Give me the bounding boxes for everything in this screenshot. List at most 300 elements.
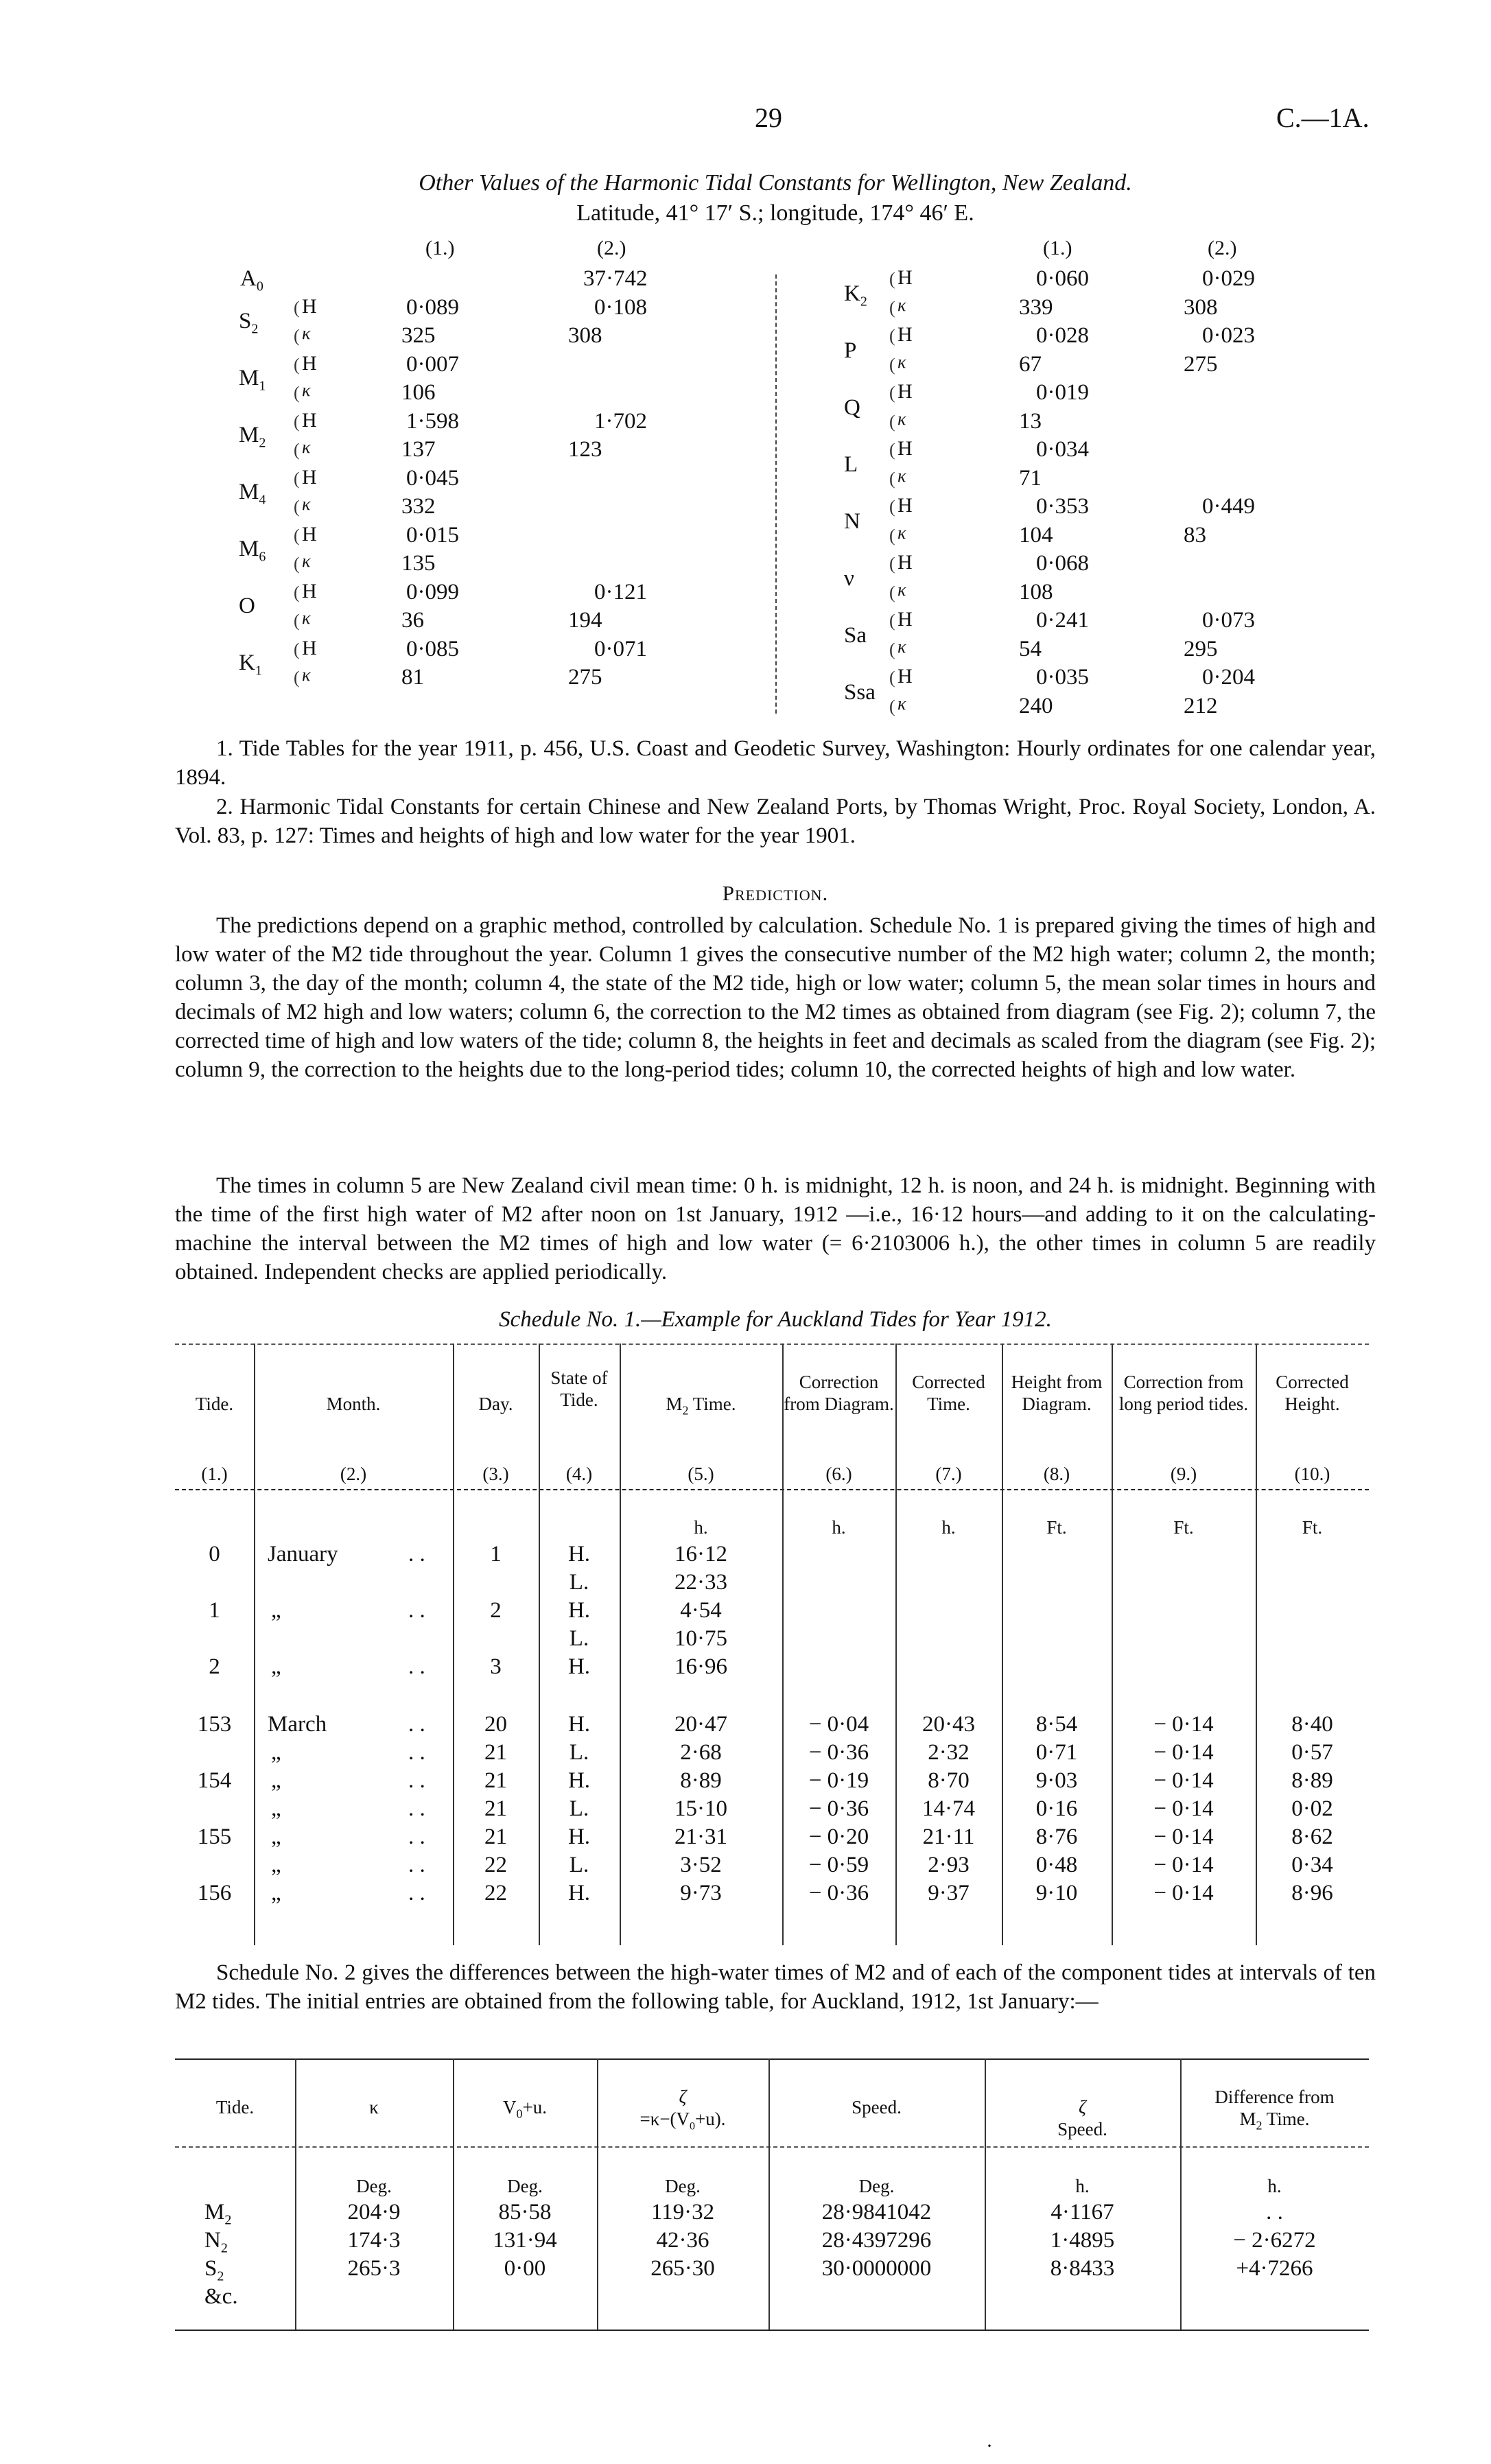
month-cell: „	[271, 1824, 281, 1849]
dot-leader: . .	[408, 1542, 425, 1567]
h-value-1: 0·089	[406, 294, 459, 320]
brace: (	[889, 639, 895, 659]
kappa-value-1: 71	[1019, 465, 1042, 491]
schedule1-cell: 21·11	[922, 1824, 975, 1849]
kappa-symbol: κ	[897, 693, 906, 714]
table2-bottom-rule	[175, 2330, 1369, 2331]
brace: (	[294, 668, 300, 688]
tide-label-right: P	[844, 338, 857, 363]
brace: (	[294, 525, 300, 545]
schedule1-cell: L.	[569, 1570, 589, 1595]
table2-unit: Deg.	[858, 2176, 895, 2196]
h-value-1: 0·045	[406, 465, 459, 491]
schedule1-cell: 9·10	[1035, 1881, 1078, 1905]
h-value-2: 0·073	[1202, 608, 1255, 633]
table2-cell: 119·32	[650, 2200, 715, 2225]
kappa-value-1: 339	[1019, 294, 1053, 320]
schedule1-cell: H.	[567, 1542, 591, 1567]
table2-cell: 174·3	[347, 2228, 401, 2253]
h-value-1: 0·085	[406, 636, 459, 661]
brace: (	[889, 611, 895, 631]
schedule1-cell: 4·54	[680, 1598, 722, 1623]
schedule1-cell: 8·62	[1291, 1824, 1333, 1849]
tide-label-left: O	[239, 593, 255, 618]
schedule1-col-number: (6.)	[825, 1464, 852, 1484]
dot-leader: . .	[408, 1853, 425, 1877]
brace: (	[294, 468, 300, 489]
table2-header: Tide.	[215, 2097, 255, 2117]
tide-label-right: Ssa	[844, 680, 876, 705]
kappa-value-1: 104	[1019, 522, 1053, 548]
month-cell: „	[271, 1768, 281, 1793]
table2-header: ζ $=\kappa-(V_0+u)$.	[639, 2087, 726, 2133]
kappa-symbol: κ	[897, 408, 906, 429]
kappa-value-2: 275	[568, 665, 602, 690]
schedule1-cell: − 0·20	[808, 1824, 869, 1849]
table2-header: $V_0+u$.	[503, 2097, 547, 2121]
month-cell: „	[271, 1796, 281, 1821]
schedule1-cell: 22	[484, 1853, 507, 1877]
brace: (	[889, 326, 895, 346]
kappa-symbol: κ	[302, 380, 311, 400]
schedule1-col-number: (10.)	[1294, 1464, 1330, 1484]
schedule1-cell: 0·57	[1291, 1740, 1333, 1765]
h-value-2: 0·023	[1202, 323, 1255, 348]
kappa-value-1: 36	[401, 608, 424, 633]
table2-head-rule	[175, 2146, 1369, 2148]
table2-cell: − 2·6272	[1233, 2228, 1316, 2253]
schedule1-cell: 154	[197, 1768, 232, 1793]
kappa-value-1: 81	[401, 665, 424, 690]
dot-leader: . .	[408, 1824, 425, 1849]
schedule1-cell: 0·48	[1035, 1853, 1078, 1877]
schedule1-cell: 16·96	[674, 1654, 727, 1679]
schedule1-cell: 0·16	[1035, 1796, 1078, 1821]
prediction-paragraph-2: The times in column 5 are New Zealand civil mean time: 0 h. is midnight, 12 h. is noon, and 24 h. is midnight. Beginning with the time of the first high water of M2 after noon on 1st January, 1912 —i.e., 16·12 hours—and adding to it on the calculating-machine the interval between the M2 times of high and low water (= 6·2103006 h.), the other times in column 5 are readily obtained. Independent checks are applied periodically.	[175, 1173, 1376, 1284]
schedule1-cell: 10·75	[674, 1626, 727, 1651]
tide-label-left: $M_4$	[239, 479, 266, 508]
month-cell: January	[268, 1542, 338, 1567]
table2-cell: 131·94	[493, 2228, 557, 2253]
kappa-value-1: 108	[1019, 579, 1053, 605]
h-symbol: H	[897, 380, 913, 403]
schedule1-cell: 8·89	[1291, 1768, 1333, 1793]
dot-leader: . .	[408, 1654, 425, 1679]
schedule1-cell: 156	[197, 1881, 232, 1905]
schedule1-cell: 9·37	[928, 1881, 970, 1905]
tide-label-left: $M_2$	[239, 422, 266, 451]
schedule1-cell: L.	[569, 1626, 589, 1651]
kappa-value-1: 325	[401, 323, 436, 348]
kappa-value-2: 123	[568, 437, 602, 462]
tide-label-right: Q	[844, 395, 860, 420]
tide-label-left: $K_1$	[239, 650, 262, 679]
brace: (	[889, 383, 895, 403]
h-value-2: 0·071	[594, 636, 647, 661]
schedule1-cell: − 0·04	[808, 1712, 869, 1737]
col-head-1-left: (1.)	[425, 237, 455, 259]
schedule1-unit: h.	[694, 1517, 708, 1538]
h-value-2: 0·029	[1202, 266, 1255, 291]
tide-label-right: N	[844, 509, 860, 534]
brace: (	[889, 696, 895, 716]
h-symbol: H	[302, 294, 317, 318]
tide-label-left: $M_6$	[239, 536, 266, 565]
table2-cell: 204·9	[347, 2200, 401, 2225]
schedule1-unit: Ft.	[1302, 1517, 1323, 1538]
schedule1-header: Corrected Time.	[912, 1372, 985, 1414]
brace: (	[889, 440, 895, 460]
h-symbol: H	[302, 579, 317, 602]
schedule1-cell: − 0·19	[808, 1768, 869, 1793]
table2-cell: 0·00	[504, 2256, 546, 2281]
brace: (	[889, 525, 895, 545]
schedule1-cell: 20·43	[922, 1712, 975, 1737]
kappa-symbol: κ	[897, 351, 906, 372]
schedule1-col-number: (7.)	[935, 1464, 962, 1484]
table2-tide-label: $S_2$	[204, 2256, 224, 2284]
schedule1-cell: − 0·14	[1153, 1740, 1214, 1765]
schedule1-cell: L.	[569, 1796, 589, 1821]
kappa-symbol: κ	[897, 579, 906, 600]
schedule1-cell: − 0·36	[808, 1796, 869, 1821]
schedule1-cell: 16·12	[674, 1542, 727, 1567]
col-head-2-left: (2.)	[597, 237, 626, 259]
kappa-value-1: 332	[401, 494, 436, 519]
brace: (	[294, 354, 300, 375]
kappa-symbol: κ	[302, 665, 311, 685]
schedule1-title: Schedule No. 1.—Example for Auckland Tides for Year 1912.	[499, 1307, 1052, 1332]
schedule1-cell: 1	[490, 1542, 502, 1567]
table2-unit: h.	[1075, 2176, 1090, 2196]
col-head-2-right: (2.)	[1208, 237, 1237, 259]
schedule1-col-number: (4.)	[565, 1464, 593, 1484]
tide-label-left: $S_2$	[239, 308, 259, 337]
table2-cell: 265·30	[650, 2256, 715, 2281]
table2-header: Difference from $M_2$ Time.	[1214, 2087, 1335, 2133]
schedule1-cell: L.	[569, 1740, 589, 1765]
schedule1-cell: 8·54	[1035, 1712, 1078, 1737]
h-symbol: H	[302, 636, 317, 659]
prediction-paragraph-1: The predictions depend on a graphic method, controlled by calculation. Schedule No. 1 is prepared giving the times of high and low water of the M2 tide throughout the year. Column 1 gives the consecutive number of the M2 high water; column 2, the month; column 3, the day of the month; column 4, the state of the M2 tide, high or low water; column 5, the mean solar times in hours and decimals of M2 high and low waters; column 6, the correction to the M2 times as obtained from diagram (see Fig. 2); column 7, the corrected time of high and low waters of the tide; column 8, the heights in feet and decimals as scaled from the diagram (see Fig. 2); column 9, the correction to the heights due to the long-period tides; column 10, the corrected heights of high and low water.	[175, 913, 1376, 1082]
h-value-2: 0·449	[1202, 494, 1255, 519]
schedule1-cell: 0	[209, 1542, 220, 1567]
page-number: 29	[755, 102, 782, 133]
note-1: 1. Tide Tables for the year 1911, p. 456, U.S. Coast and Geodetic Survey, Washington: Hourly ordinates for one calendar year, 1894.	[175, 736, 1376, 790]
schedule1-header: State of Tide.	[550, 1368, 608, 1410]
brace: (	[889, 468, 895, 489]
kappa-value-2: 308	[1184, 294, 1218, 320]
month-cell: March	[268, 1712, 327, 1737]
month-cell: „	[271, 1598, 281, 1623]
schedule1-unit: Ft.	[1173, 1517, 1194, 1538]
table2-header: κ	[369, 2097, 379, 2117]
schedule1-cell: − 0·14	[1153, 1712, 1214, 1737]
table2-cell: . .	[1266, 2200, 1283, 2225]
schedule1-cell: − 0·36	[808, 1740, 869, 1765]
brace: (	[294, 639, 300, 659]
kappa-symbol: κ	[302, 323, 311, 343]
h-value-2: 0·108	[594, 294, 647, 320]
schedule1-header: Correction from long period tides.	[1118, 1372, 1249, 1414]
h-value-1: 0·007	[406, 351, 459, 377]
schedule1-cell: H.	[567, 1824, 591, 1849]
schedule1-cell: H.	[567, 1881, 591, 1905]
col-head-1-right: (1.)	[1043, 237, 1072, 259]
h-symbol: H	[897, 551, 913, 574]
tide-label-right: $K_2$	[844, 281, 867, 309]
schedule1-cell: − 0·14	[1153, 1768, 1214, 1793]
table2-unit: h.	[1267, 2176, 1282, 2196]
schedule1-column-rule	[254, 1344, 255, 1945]
schedule1-cell: 8·96	[1291, 1881, 1333, 1905]
month-cell: „	[271, 1654, 281, 1679]
table2-cell: 30·0000000	[821, 2256, 932, 2281]
schedule1-cell: H.	[567, 1654, 591, 1679]
h-value-1: 0·019	[1036, 380, 1089, 405]
schedule1-cell: 8·89	[680, 1768, 722, 1793]
brace: (	[889, 411, 895, 432]
kappa-value-2: 212	[1184, 693, 1218, 718]
kappa-value-1: 54	[1019, 636, 1042, 661]
table2-tide-label: &c.	[204, 2284, 238, 2309]
schedule1-cell: 2·93	[928, 1853, 970, 1877]
brace: (	[889, 497, 895, 517]
dot-leader: . .	[408, 1796, 425, 1821]
h-value-1: 0·035	[1036, 665, 1089, 690]
document-reference: C.—1A.	[1276, 102, 1370, 133]
schedule1-cell: 0·02	[1291, 1796, 1333, 1821]
schedule1-cell: 1	[209, 1598, 220, 1623]
schedule1-cell: 2·68	[680, 1740, 722, 1765]
brace: (	[294, 297, 300, 318]
h-value-1: 1·598	[406, 408, 459, 434]
table2-cell: +4·7266	[1236, 2256, 1313, 2281]
schedule1-cell: 21	[484, 1768, 507, 1793]
schedule1-cell: L.	[569, 1853, 589, 1877]
tide-label-right: Sa	[844, 623, 867, 648]
schedule1-cell: 153	[197, 1712, 232, 1737]
schedule1-cell: 155	[197, 1824, 232, 1849]
kappa-value-1: 67	[1019, 351, 1042, 377]
dot-leader: . .	[408, 1881, 425, 1905]
prediction-heading: Prediction.	[722, 881, 829, 905]
schedule1-col-number: (3.)	[482, 1464, 509, 1484]
brace: (	[294, 440, 300, 460]
tide-label-left: $M_1$	[239, 365, 266, 394]
brace: (	[889, 582, 895, 602]
table2-header: Speed.	[852, 2097, 902, 2117]
h-symbol: H	[897, 323, 913, 346]
brace: (	[294, 554, 300, 574]
h-value-2: 0·204	[1202, 665, 1255, 690]
kappa-symbol: κ	[897, 294, 906, 315]
table2-cell: 265·3	[347, 2256, 401, 2281]
kappa-symbol: κ	[302, 608, 311, 628]
schedule1-col-number: (5.)	[688, 1464, 714, 1484]
schedule1-head-rule	[175, 1489, 1369, 1490]
schedule1-header: Month.	[326, 1394, 381, 1414]
schedule1-cell: 22	[484, 1881, 507, 1905]
table2-unit: Deg.	[665, 2176, 701, 2196]
kappa-value-1: 137	[401, 437, 436, 462]
h-symbol: H	[302, 522, 317, 545]
brace: (	[889, 554, 895, 574]
schedule1-header: Height from Diagram.	[1011, 1372, 1103, 1414]
tide-label-a0: $A_0$	[240, 266, 263, 294]
page-title: Other Values of the Harmonic Tidal Constants for Wellington, New Zealand.	[419, 170, 1132, 196]
schedule1-col-number: (2.)	[340, 1464, 367, 1484]
schedule1-cell: 8·70	[928, 1768, 970, 1793]
h-value-2: 0·121	[594, 579, 647, 605]
note-2: 2. Harmonic Tidal Constants for certain Chinese and New Zealand Ports, by Thomas Wright, Proc. Royal Society, London, A. Vol. 83, p. 127: Times and heights of high and low water for the year 1901.	[175, 795, 1376, 848]
schedule1-cell: 20·47	[674, 1712, 727, 1737]
dot-leader: . .	[408, 1768, 425, 1793]
kappa-symbol: κ	[897, 522, 906, 543]
month-cell: „	[271, 1853, 281, 1877]
kappa-symbol: κ	[897, 636, 906, 657]
schedule1-cell: 9·03	[1035, 1768, 1078, 1793]
h-symbol: H	[897, 665, 913, 688]
table2-unit: Deg.	[356, 2176, 392, 2196]
schedule1-cell: 8·40	[1291, 1712, 1333, 1737]
schedule1-cell: 2	[490, 1598, 502, 1623]
kappa-value-1: 13	[1019, 408, 1042, 434]
schedule1-cell: H.	[567, 1768, 591, 1793]
schedule1-header: Correction from Diagram.	[784, 1372, 894, 1414]
kappa-value-1: 240	[1019, 693, 1053, 718]
month-cell: „	[271, 1740, 281, 1765]
schedule1-cell: 9·73	[680, 1881, 722, 1905]
table2-unit: Deg.	[507, 2176, 543, 2196]
table2-tide-label: $M_2$	[204, 2200, 232, 2228]
schedule1-col-number: (1.)	[201, 1464, 228, 1484]
schedule1-col-number: (8.)	[1043, 1464, 1070, 1484]
tide-label-right: ν	[844, 566, 854, 591]
h-value-1: 0·068	[1036, 551, 1089, 576]
schedule1-cell: − 0·14	[1153, 1881, 1214, 1905]
h-symbol: H	[302, 351, 317, 375]
kappa-symbol: κ	[302, 551, 311, 571]
kappa-symbol: κ	[897, 465, 906, 486]
schedule1-cell: 14·74	[922, 1796, 975, 1821]
kappa-value-1: 135	[401, 551, 436, 576]
kappa-symbol: κ	[302, 437, 311, 457]
h-symbol: H	[302, 465, 317, 489]
schedule1-cell: 3·52	[680, 1853, 722, 1877]
schedule1-cell: 0·34	[1291, 1853, 1333, 1877]
a0-value: 37·742	[583, 266, 648, 291]
tide-label-right: L	[844, 452, 858, 477]
schedule1-header: Tide.	[195, 1394, 234, 1414]
schedule1-unit: h.	[832, 1517, 846, 1538]
dot-leader: . .	[408, 1740, 425, 1765]
h-value-2: 1·702	[594, 408, 647, 434]
month-cell: „	[271, 1881, 281, 1905]
brace: (	[294, 582, 300, 602]
table2-cell: 28·4397296	[821, 2228, 932, 2253]
schedule1-cell: − 0·14	[1153, 1796, 1214, 1821]
table2-cell: 85·58	[498, 2200, 552, 2225]
schedule1-cell: 21	[484, 1796, 507, 1821]
brace: (	[294, 497, 300, 517]
schedule1-cell: 21·31	[674, 1824, 727, 1849]
kappa-value-2: 308	[568, 323, 602, 348]
h-symbol: H	[897, 266, 913, 289]
table2-cell: 28·9841042	[821, 2200, 932, 2225]
schedule1-unit: h.	[941, 1517, 956, 1538]
schedule1-header: Day.	[478, 1394, 513, 1414]
schedule1-unit: Ft.	[1046, 1517, 1067, 1538]
dot-leader: . .	[408, 1712, 425, 1737]
schedule1-cell: − 0·59	[808, 1853, 869, 1877]
page-subtitle: Latitude, 41° 17′ S.; longitude, 174° 46′ E.	[576, 200, 974, 226]
table2-tide-label: $N_2$	[204, 2228, 228, 2256]
brace: (	[889, 354, 895, 375]
schedule1-cell: H.	[567, 1712, 591, 1737]
table2-cell: 42·36	[656, 2228, 709, 2253]
brace: (	[889, 269, 895, 289]
constants-divider	[775, 274, 777, 714]
kappa-value-2: 295	[1184, 636, 1218, 661]
schedule1-cell: 15·10	[674, 1796, 727, 1821]
schedule1-cell: 21	[484, 1824, 507, 1849]
dot-leader: . .	[408, 1598, 425, 1623]
h-value-1: 0·060	[1036, 266, 1089, 291]
schedule1-cell: 0·71	[1035, 1740, 1078, 1765]
h-symbol: H	[897, 494, 913, 517]
h-value-1: 0·241	[1036, 608, 1089, 633]
brace: (	[294, 611, 300, 631]
schedule1-cell: 2·32	[928, 1740, 970, 1765]
h-symbol: H	[897, 437, 913, 460]
table2-cell: 8·8433	[1050, 2256, 1115, 2281]
h-value-1: 0·015	[406, 522, 459, 548]
brace: (	[294, 383, 300, 403]
schedule1-header: Corrected Height.	[1276, 1372, 1349, 1414]
schedule1-cell: 2	[209, 1654, 220, 1679]
schedule1-cell: 20	[484, 1712, 507, 1737]
schedule1-cell: 8·76	[1035, 1824, 1078, 1849]
schedule1-cell: − 0·14	[1153, 1824, 1214, 1849]
table2-cell: 1·4895	[1050, 2228, 1115, 2253]
schedule1-col-number: (9.)	[1170, 1464, 1197, 1484]
h-value-1: 0·028	[1036, 323, 1089, 348]
table2-header: ζ Speed.	[1057, 2097, 1107, 2139]
h-value-1: 0·034	[1036, 437, 1089, 462]
h-value-1: 0·099	[406, 579, 459, 605]
schedule1-cell: 3	[490, 1654, 502, 1679]
brace: (	[889, 668, 895, 688]
kappa-symbol: κ	[302, 494, 311, 514]
schedule2-intro: Schedule No. 2 gives the differences between the high-water times of M2 and of each of the component tides at intervals of ten M2 tides. The initial entries are obtained from the following table, for Auckland, 1912, 1st January:—	[175, 1960, 1376, 2014]
schedule1-cell: − 0·36	[808, 1881, 869, 1905]
kappa-value-2: 194	[568, 608, 602, 633]
schedule1-cell: 21	[484, 1740, 507, 1765]
h-symbol: H	[302, 408, 317, 432]
brace: (	[294, 326, 300, 346]
schedule1-cell: H.	[567, 1598, 591, 1623]
schedule1-cell: − 0·14	[1153, 1853, 1214, 1877]
schedule1-top-rule	[175, 1344, 1369, 1345]
kappa-value-2: 83	[1184, 522, 1206, 548]
brace: (	[294, 411, 300, 432]
h-value-1: 0·353	[1036, 494, 1089, 519]
kappa-value-1: 106	[401, 380, 436, 405]
table2-top-rule	[175, 2058, 1369, 2060]
table2-cell: 4·1167	[1050, 2200, 1114, 2225]
kappa-value-2: 275	[1184, 351, 1218, 377]
